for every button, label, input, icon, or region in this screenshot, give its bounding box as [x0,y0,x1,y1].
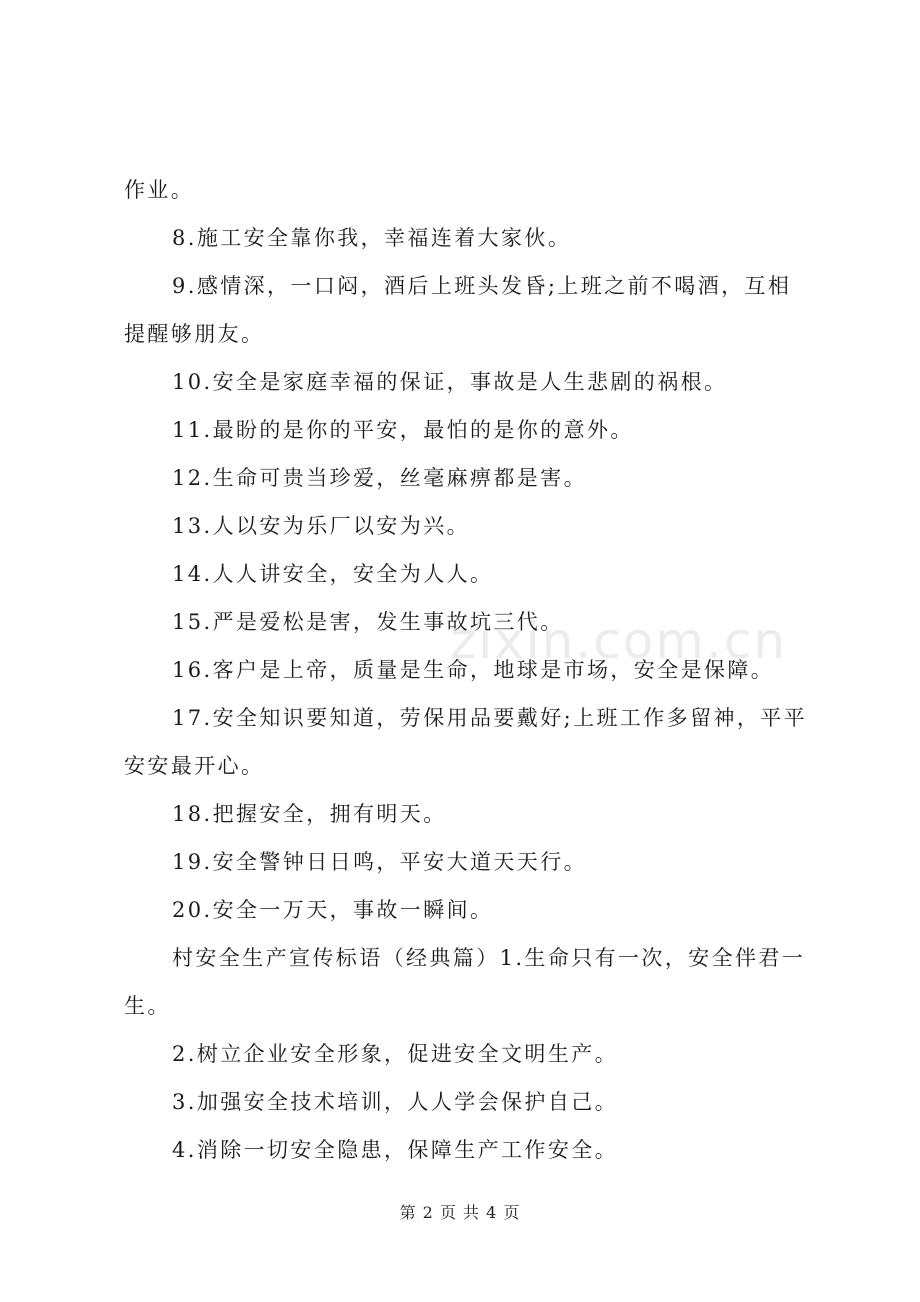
paragraph: 作业。 [124,178,195,202]
paragraph: 8.施工安全靠你我，幸福连着大家伙。 [172,226,572,250]
paragraph: 9.感情深，一口闷，酒后上班头发昏;上班之前不喝酒，互相提醒够朋友。 [124,274,792,346]
paragraph: 村安全生产宣传标语（经典篇）1.生命只有一次，安全伴君一生。 [124,946,806,1018]
paragraph: 19.安全警钟日日鸣，平安大道天天行。 [172,850,587,874]
paragraph: 16.客户是上帝，质量是生命，地球是市场，安全是保障。 [172,658,775,682]
paragraph: 18.把握安全，拥有明天。 [172,802,447,826]
paragraph: 11.最盼的是你的平安，最怕的是你的意外。 [172,418,634,442]
paragraph: 20.安全一万天，事故一瞬间。 [172,898,494,922]
paragraph: 14.人人讲安全，安全为人人。 [172,562,494,586]
paragraph: 3.加强安全技术培训，人人学会保护自己。 [172,1090,619,1114]
watermark: zixin.com.cn [450,612,788,670]
paragraph: 10.安全是家庭幸福的保证，事故是人生悲剧的祸根。 [172,370,728,394]
paragraph: 12.生命可贵当珍爱，丝毫麻痹都是害。 [172,466,587,490]
paragraph: 2.树立企业安全形象，促进安全文明生产。 [172,1042,619,1066]
paragraph: 4.消除一切安全隐患，保障生产工作安全。 [172,1138,619,1162]
document-body [124,166,814,1174]
paragraph: 15.严是爱松是害，发生事故坑三代。 [172,610,564,634]
paragraph: 17.安全知识要知道，劳保用品要戴好;上班工作多留神，平平安安最开心。 [124,706,808,778]
paragraph: 13.人以安为乐厂以安为兴。 [172,514,470,538]
page-footer: 第 2 页 共 4 页 [399,1203,521,1222]
